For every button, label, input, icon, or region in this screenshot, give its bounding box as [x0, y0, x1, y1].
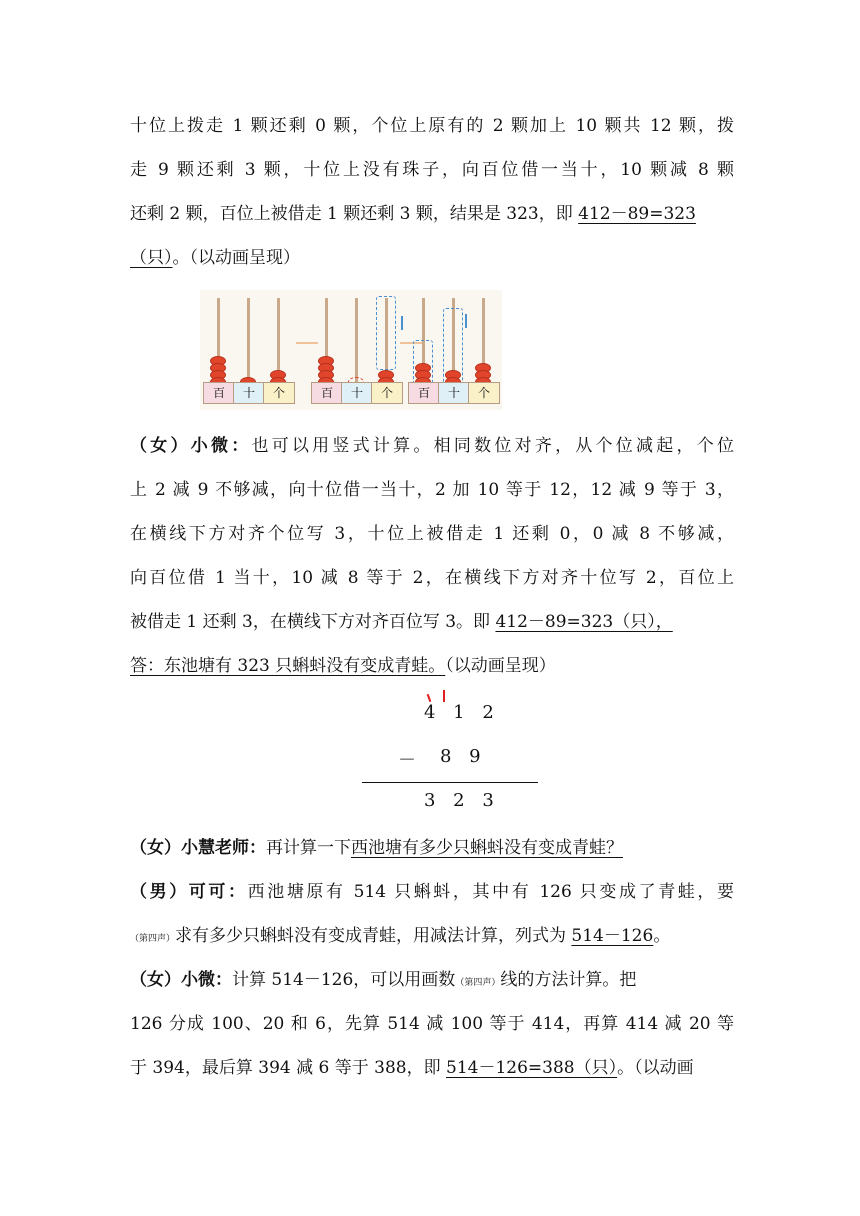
paragraph-vertical-method [130, 424, 734, 688]
place-label-hundreds: 百 [203, 382, 235, 404]
paragraph-teacher-question [130, 826, 734, 870]
text-line [130, 870, 734, 914]
text-line [130, 192, 734, 236]
text-line [130, 424, 734, 468]
speaker-label: （女）小慧老师： [130, 838, 266, 858]
text-span: 。 [653, 926, 671, 946]
text-line: 126 分成 100、20 和 6，先算 514 减 100 等于 414，再算 414 减 20 等 [130, 1014, 734, 1034]
text-line [130, 914, 734, 958]
text-line: 向百位借 1 当十，10 减 8 等于 2，在横线下方对齐十位写 2，百位上 [130, 568, 734, 588]
underlined-equation: 412－89=323（只）， [495, 612, 673, 632]
text-span: 再计算一下 [266, 838, 351, 858]
underlined-unit: （只） [130, 248, 173, 268]
paragraph-abacus-explanation [130, 104, 734, 280]
underlined-equation: 514－126=388（只） [446, 1058, 618, 1078]
abacus-illustration [200, 290, 502, 410]
underlined-equation: 412－89=323 [578, 204, 696, 224]
paragraph-number-line [130, 958, 734, 1090]
text-span: 也可以用竖式计算。相同数位对齐，从个位减起，个位 [251, 436, 734, 456]
abacus-frame-3 [405, 290, 502, 410]
abacus-frame-2 [308, 290, 403, 410]
text-span: 线的方法计算。把 [500, 970, 637, 990]
text-span: 。（以动画 [617, 1058, 694, 1078]
text-line: 十位上拨走 1 颗还剩 0 颗，个位上原有的 2 颗加上 10 颗共 12 颗，拨 [130, 116, 734, 136]
borrow-mark [443, 690, 445, 702]
up-arrow-icon [465, 314, 467, 328]
rod-tens [247, 298, 250, 386]
place-label-ones: 个 [263, 382, 295, 404]
speaker-label: （男）可可： [130, 882, 248, 902]
underlined-question: 西池塘有多少只蝌蚪没有变成青蛙？ [351, 838, 623, 858]
calc-underline [362, 782, 538, 783]
place-label-hundreds: 百 [408, 382, 440, 404]
place-label-tens: 十 [233, 382, 265, 404]
difference: 3 2 3 [424, 790, 500, 811]
borrowed-beads-outline [376, 296, 396, 370]
paragraph-keke [130, 870, 734, 958]
pronunciation-note: （第四声） [130, 934, 176, 944]
text-span: 于 394，最后算 394 减 6 等于 388，即 [130, 1058, 446, 1078]
text-line: 上 2 减 9 不够减，向十位借一当十，2 加 10 等于 12，12 减 9 等于 3， [130, 480, 734, 500]
text-span: （以动画呈现） [445, 656, 556, 676]
place-label-ones: 个 [468, 382, 500, 404]
text-span: 求有多少只蝌蚪没有变成青蛙，用减法计算，列式为 [175, 926, 572, 946]
text-line [130, 1046, 734, 1090]
subtrahend: 8 9 [440, 746, 487, 767]
text-line [130, 236, 734, 280]
text-line: 在横线下方对齐个位写 3，十位上被借走 1 还剩 0，0 减 8 不够减， [130, 524, 734, 544]
underlined-expression: 514－126 [571, 926, 654, 946]
place-label-ones: 个 [371, 382, 403, 404]
text-line [130, 644, 734, 688]
text-span: 被借走 1 还剩 3，在横线下方对齐百位写 3。即 [130, 612, 496, 632]
underlined-answer: 答：东池塘有 323 只蝌蚪没有变成青蛙。 [130, 656, 446, 676]
text-line [130, 600, 734, 644]
text-span: 西池塘原有 514 只蝌蚪，其中有 126 只变成了青蛙，要 [247, 882, 734, 902]
abacus-frame-1 [200, 290, 295, 410]
place-label-tens: 十 [438, 382, 470, 404]
text-span: 还剩 2 颗，百位上被借走 1 颗还剩 3 颗，结果是 323，即 [130, 204, 579, 224]
text-line [130, 826, 734, 870]
text-line [130, 958, 734, 1002]
up-arrow-icon [401, 316, 403, 330]
borrow-mark [427, 694, 432, 702]
rod-tens [355, 298, 358, 386]
minus-sign: － [398, 750, 422, 771]
text-line: 走 9 颗还剩 3 颗，十位上没有珠子，向百位借一当十，10 颗减 8 颗 [130, 160, 734, 180]
place-label-tens: 十 [341, 382, 373, 404]
speaker-label: （女）小微： [130, 436, 252, 456]
speaker-label: （女）小微： [130, 970, 232, 990]
place-label-hundreds: 百 [311, 382, 343, 404]
pronunciation-note: （第四声） [455, 978, 501, 988]
text-span: 。（以动画呈现） [172, 248, 300, 268]
text-span: 计算 514－126，可以用画数 [232, 970, 456, 990]
minuend: 4 1 2 [424, 702, 500, 723]
